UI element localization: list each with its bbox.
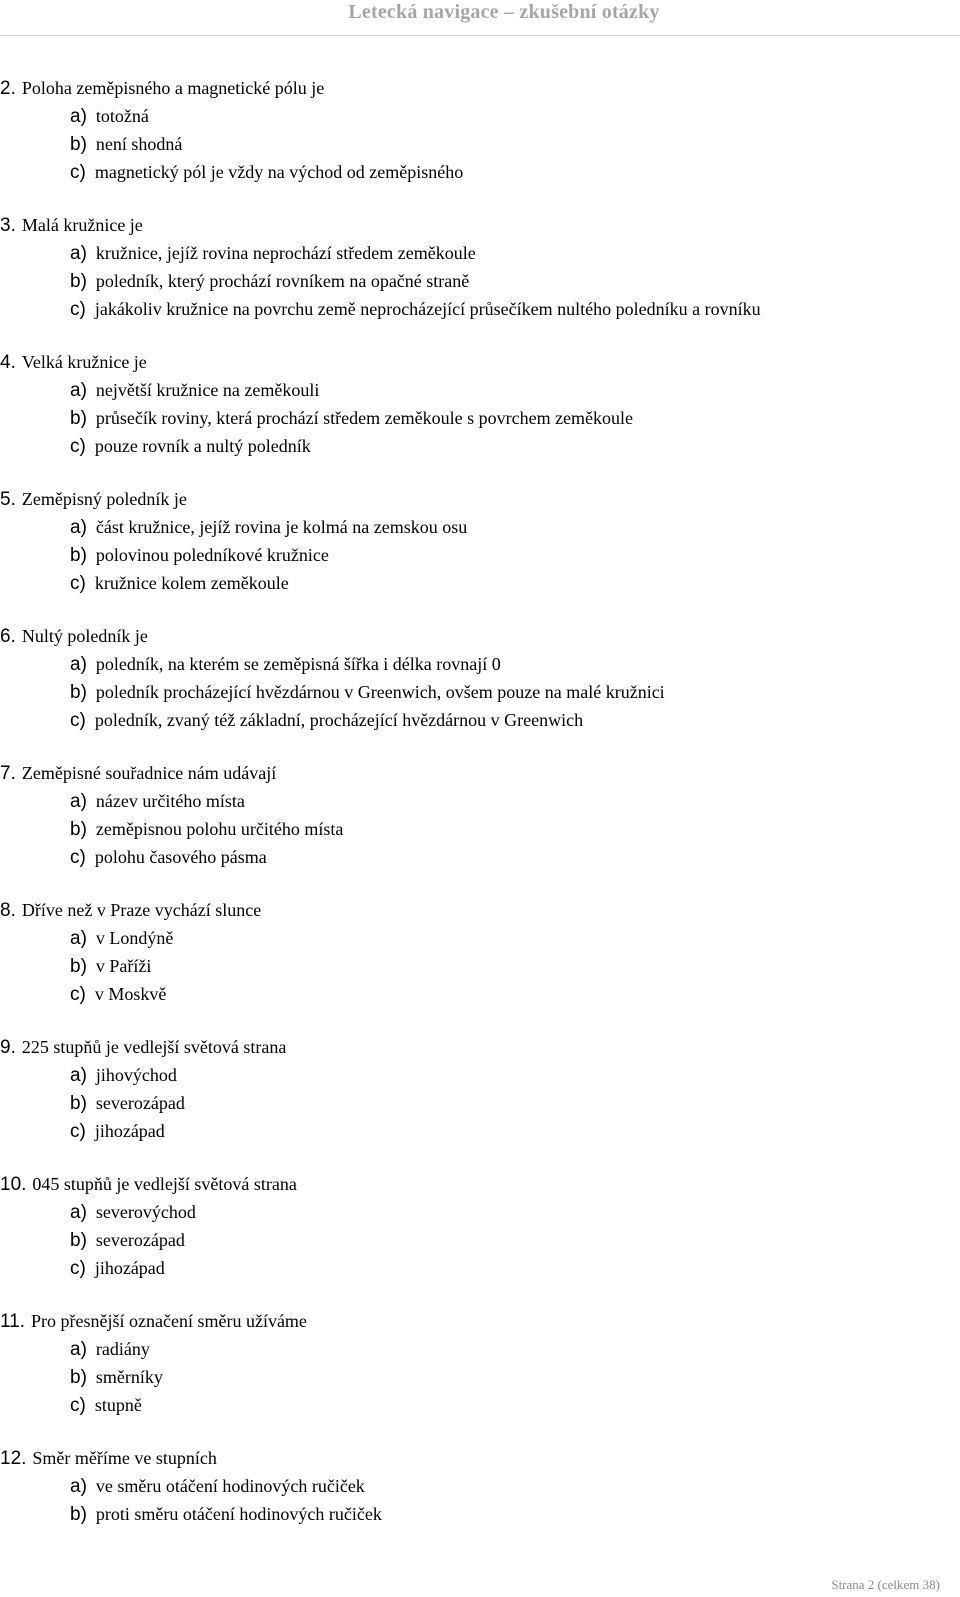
answer-c [0, 569, 960, 597]
answer-letter: a) [70, 380, 87, 401]
answer-text: zeměpisnou polohu určitého místa [95, 819, 344, 839]
question-text: Dříve než v Praze vychází slunce [21, 900, 262, 920]
question-number: 10. [0, 1174, 27, 1195]
question-10 [0, 1170, 960, 1307]
answer-c [0, 432, 960, 460]
question-number: 3. [0, 215, 16, 236]
answer-letter: c) [70, 1395, 86, 1416]
answer-c [0, 1391, 960, 1419]
answer-c [0, 158, 960, 186]
question-number: 11. [0, 1311, 26, 1332]
answer-letter: a) [70, 1476, 87, 1497]
answer-text: poledník procházející hvězdárnou v Greenwich, ovšem pouze na malé kružnici [95, 682, 665, 702]
question-line [0, 1033, 960, 1061]
answer-b [0, 815, 960, 843]
question-12 [0, 1444, 960, 1581]
answer-text: radiány [95, 1339, 150, 1359]
question-3 [0, 211, 960, 348]
answer-text: jakákoliv kružnice na povrchu země neprocházející průsečíkem nultého poledníku a rovníku [94, 299, 761, 319]
answer-text: průsečík roviny, která prochází středem zeměkoule s povrchem zeměkoule [95, 408, 634, 428]
question-11 [0, 1307, 960, 1444]
answer-letter: b) [70, 1230, 87, 1251]
question-number: 5. [0, 489, 16, 510]
question-5 [0, 485, 960, 622]
page-header-title: Letecká navigace – zkušební otázky [348, 1, 660, 23]
answer-b [0, 678, 960, 706]
answer-text: v Moskvě [94, 984, 167, 1004]
answer-letter: c) [70, 710, 86, 731]
question-7 [0, 759, 960, 896]
answer-text: pouze rovník a nultý poledník [94, 436, 311, 456]
answer-letter: a) [70, 1339, 87, 1360]
answer-a [0, 650, 960, 678]
answer-text: magnetický pól je vždy na východ od zeměpisného [94, 162, 464, 182]
question-number: 9. [0, 1037, 16, 1058]
question-line [0, 759, 960, 787]
question-text: Malá kružnice je [21, 215, 143, 235]
question-text: Poloha zeměpisného a magnetické pólu je [21, 78, 325, 98]
answer-letter: b) [70, 819, 87, 840]
answer-b [0, 1226, 960, 1254]
answer-text: poledník, na kterém se zeměpisná šířka i délka rovnají 0 [95, 654, 501, 674]
answer-b [0, 1500, 960, 1528]
question-number: 6. [0, 626, 16, 647]
answer-text: směrníky [95, 1367, 163, 1387]
answer-text: severozápad [95, 1230, 185, 1250]
question-8 [0, 896, 960, 1033]
answer-a [0, 102, 960, 130]
answer-text: totožná [95, 106, 149, 126]
answer-b [0, 130, 960, 158]
answer-letter: a) [70, 791, 87, 812]
answer-text: severozápad [95, 1093, 185, 1113]
answer-letter: b) [70, 134, 87, 155]
answer-letter: c) [70, 847, 86, 868]
answer-a [0, 787, 960, 815]
question-number: 4. [0, 352, 16, 373]
answer-text: jihovýchod [95, 1065, 177, 1085]
answer-text: jihozápad [94, 1258, 165, 1278]
answer-letter: a) [70, 928, 87, 949]
question-text: Nultý poledník je [21, 626, 148, 646]
answer-text: polohu časového pásma [94, 847, 267, 867]
answer-letter: b) [70, 956, 87, 977]
answer-text: část kružnice, jejíž rovina je kolmá na zemskou osu [95, 517, 468, 537]
question-number: 12. [0, 1448, 27, 1469]
answer-letter: a) [70, 1065, 87, 1086]
answer-letter: b) [70, 408, 87, 429]
answer-text: v Paříži [95, 956, 152, 976]
answer-letter: a) [70, 517, 87, 538]
question-text: Pro přesnější označení směru užíváme [31, 1311, 307, 1331]
page-number: Strana 2 (celkem 38) [831, 1577, 940, 1592]
question-number: 8. [0, 900, 16, 921]
answer-b [0, 952, 960, 980]
answer-text: jihozápad [94, 1121, 165, 1141]
answer-a [0, 924, 960, 952]
answer-letter: a) [70, 654, 87, 675]
question-line [0, 211, 960, 239]
question-2 [0, 74, 960, 211]
answer-letter: a) [70, 106, 87, 127]
answer-text: není shodná [95, 134, 183, 154]
answer-text: kružnice kolem zeměkoule [94, 573, 289, 593]
answer-letter: b) [70, 271, 87, 292]
answer-b [0, 1363, 960, 1391]
answer-text: polovinou poledníkové kružnice [95, 545, 329, 565]
question-9 [0, 1033, 960, 1170]
answer-text: severovýchod [95, 1202, 196, 1222]
answer-letter: c) [70, 1258, 86, 1279]
answer-letter: c) [70, 162, 86, 183]
answer-text: poledník, který prochází rovníkem na opačné straně [95, 271, 470, 291]
answer-letter: a) [70, 243, 87, 264]
question-text: Zeměpisné souřadnice nám udávají [21, 763, 277, 783]
question-line [0, 74, 960, 102]
question-list [0, 74, 960, 1581]
question-text: Zeměpisný poledník je [21, 489, 187, 509]
answer-b [0, 267, 960, 295]
answer-a [0, 513, 960, 541]
question-line [0, 1444, 960, 1472]
answer-a [0, 1335, 960, 1363]
answer-letter: b) [70, 682, 87, 703]
answer-letter: b) [70, 1367, 87, 1388]
answer-c [0, 980, 960, 1008]
question-line [0, 1170, 960, 1198]
answer-a [0, 239, 960, 267]
answer-letter: b) [70, 545, 87, 566]
answer-text: proti směru otáčení hodinových ručiček [95, 1504, 382, 1524]
answer-b [0, 1089, 960, 1117]
question-number: 7. [0, 763, 16, 784]
answer-c [0, 843, 960, 871]
answer-text: název určitého místa [95, 791, 245, 811]
question-6 [0, 622, 960, 759]
answer-a [0, 1472, 960, 1500]
answer-letter: c) [70, 984, 86, 1005]
answer-letter: c) [70, 1121, 86, 1142]
answer-letter: a) [70, 1202, 87, 1223]
answer-text: největší kružnice na zeměkouli [95, 380, 320, 400]
answer-text: stupně [94, 1395, 142, 1415]
answer-text: v Londýně [95, 928, 174, 948]
answer-b [0, 404, 960, 432]
question-line [0, 485, 960, 513]
question-text: Velká kružnice je [21, 352, 147, 372]
question-line [0, 1307, 960, 1335]
answer-a [0, 1061, 960, 1089]
answer-a [0, 376, 960, 404]
answer-letter: c) [70, 573, 86, 594]
question-line [0, 896, 960, 924]
header-divider [0, 35, 960, 36]
question-text: 045 stupňů je vedlejší světová strana [32, 1174, 297, 1194]
question-text: Směr měříme ve stupních [32, 1448, 217, 1468]
answer-letter: c) [70, 436, 86, 457]
answer-text: kružnice, jejíž rovina neprochází středem zeměkoule [95, 243, 476, 263]
answer-c [0, 295, 960, 323]
answer-text: ve směru otáčení hodinových ručiček [95, 1476, 365, 1496]
question-line [0, 348, 960, 376]
answer-letter: c) [70, 299, 86, 320]
answer-text: poledník, zvaný též základní, procházející hvězdárnou v Greenwich [94, 710, 584, 730]
page-header [0, 0, 960, 28]
question-4 [0, 348, 960, 485]
answer-a [0, 1198, 960, 1226]
question-number: 2. [0, 78, 16, 99]
answer-letter: b) [70, 1093, 87, 1114]
question-text: 225 stupňů je vedlejší světová strana [21, 1037, 287, 1057]
answer-c [0, 1117, 960, 1145]
answer-letter: b) [70, 1504, 87, 1525]
answer-c [0, 1254, 960, 1282]
question-line [0, 622, 960, 650]
answer-b [0, 541, 960, 569]
answer-c [0, 706, 960, 734]
